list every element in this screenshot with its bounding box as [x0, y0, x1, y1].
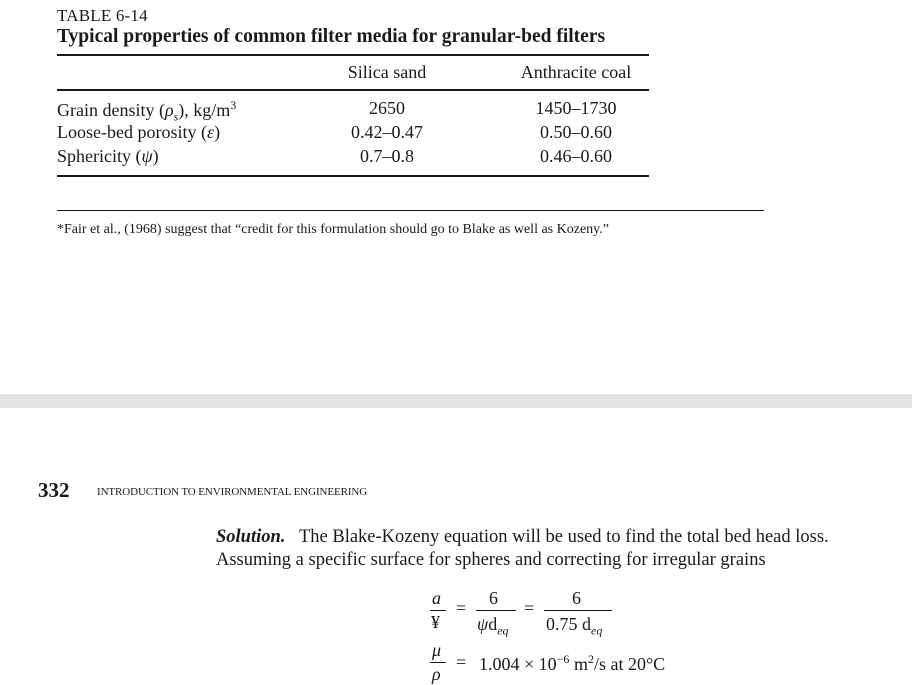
footnote: *Fair et al., (1968) suggest that “credit for this formulation should go to Blake as well as Kozeny.” — [57, 222, 609, 237]
eq1-lhs-numerator: a — [432, 588, 441, 608]
cell-anthracite-grain-density: 1450–1730 — [535, 98, 617, 118]
table-label: TABLE 6-14 — [57, 6, 148, 25]
table-title: Typical properties of common filter media for granular-bed filters — [57, 26, 606, 47]
eq1-mid-numerator: 6 — [489, 588, 498, 608]
eq2-lhs-fraction-bar — [430, 662, 446, 663]
table-header-rule — [57, 89, 649, 91]
column-header-silica-sand: Silica sand — [347, 62, 427, 82]
eq1-rhs-denominator: 0.75 $d_{eq}$ — [546, 614, 603, 638]
eq1-rhs-numerator: 6 — [572, 588, 581, 608]
solution-lead: Solution. — [216, 527, 286, 547]
eq1-mid-fraction-bar — [476, 610, 516, 611]
eq2-lhs-numerator: μ — [432, 640, 442, 660]
row-label-porosity: Loose-bed porosity (ε) — [57, 122, 221, 142]
solution-text: The Blake-Kozeny equation will be used to find the total bed head loss. Assuming a specific surface for spheres and correcting for irregular grains — [216, 527, 829, 570]
solution-paragraph — [216, 526, 906, 572]
cell-anthracite-sphericity: 0.46–0.60 — [540, 146, 612, 166]
eq2-value: $1.004 \times 10^{-6}$ $m^2/s$ at 20°C — [479, 652, 666, 674]
cell-silica-porosity: 0.42–0.47 — [351, 122, 423, 142]
eq1-rhs-fraction-bar — [544, 610, 612, 611]
cell-anthracite-porosity: 0.50–0.60 — [540, 122, 612, 142]
eq1-lhs-fraction-bar — [430, 610, 446, 611]
eq1-lhs-denominator: ¥ — [431, 612, 440, 632]
cell-silica-sphericity: 0.7–0.8 — [360, 146, 414, 166]
eq1-equals-1: = — [456, 598, 467, 618]
eq1-equals-2: = — [524, 598, 535, 618]
eq2-lhs-denominator: ρ — [432, 664, 441, 684]
running-head: INTRODUCTION TO ENVIRONMENTAL ENGINEERING — [97, 486, 368, 498]
row-label-sphericity: Sphericity (ψ) — [57, 146, 159, 166]
eq2-equals: = — [456, 652, 467, 672]
table-bottom-rule — [57, 175, 649, 177]
row-label-grain-density: Grain density $(\rho_s)$, $kg/m^3$ — [57, 98, 237, 124]
page-separator — [0, 394, 912, 408]
page-number: 332 — [38, 478, 70, 502]
cell-silica-grain-density: 2650 — [369, 98, 405, 118]
column-header-anthracite-coal: Anthracite coal — [520, 62, 632, 82]
eq1-mid-denominator: $\psi d_{eq}$ — [477, 614, 509, 638]
table-top-rule — [57, 54, 649, 56]
footnote-rule — [57, 210, 764, 211]
